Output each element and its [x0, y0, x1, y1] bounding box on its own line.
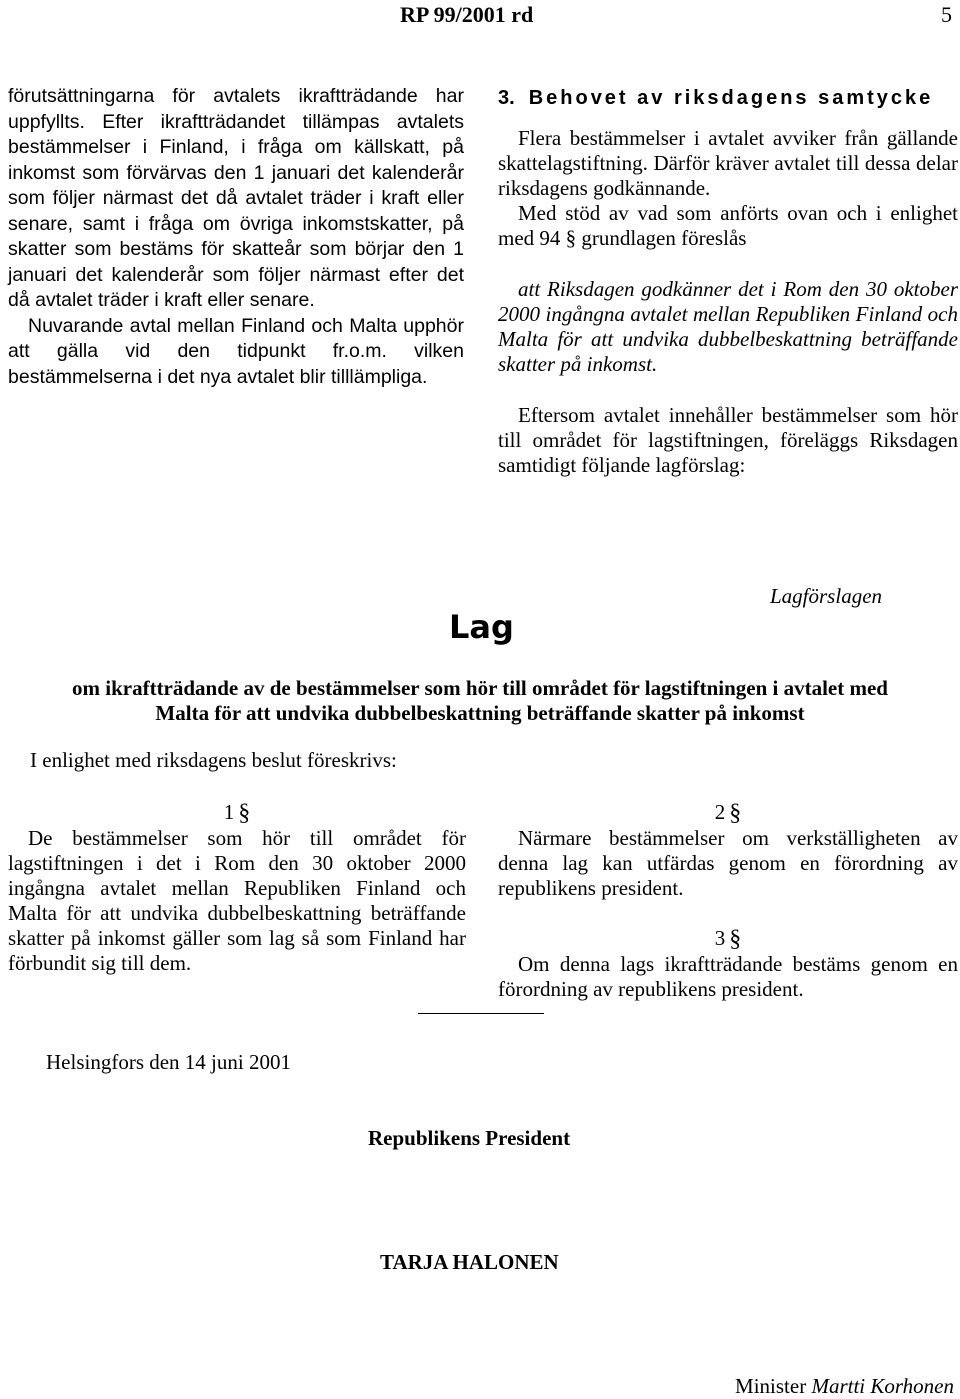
consent-paragraph-3: Eftersom avtalet innehåller bestämmelser som hör till området för lagstiftningen, föreläggs Riksdagen samtidigt följande lagförslag:: [498, 403, 958, 477]
section-symbol: §: [238, 800, 251, 826]
section-heading: [498, 86, 958, 110]
section-3-number: 3: [714, 926, 726, 950]
section-3-text: Om denna lags ikraftträdande bestäms genom en förordning av republikens president.: [498, 952, 958, 1001]
section-number: 3.: [498, 87, 515, 109]
minister-name: Martti Korhonen: [811, 1374, 954, 1398]
right-column-sections: [498, 800, 958, 1002]
section-1-text: De bestämmelser som hör till området för lagstiftningen i det i Rom den 30 oktober 2000 ingångna avtalet mellan Republiken Finland och Malta för att undvika dubbelbeskattning beträffande skatter på inkomst gäller som lag så som Finland har förbundit sig till dem.: [8, 826, 466, 975]
law-subtitle-line-1: om ikraftträdande av de bestämmelser som hör till området för lagstiftningen i avtalet med: [72, 676, 888, 700]
law-subtitle: [8, 676, 952, 726]
left-column-intro: [8, 84, 464, 390]
signatory-title: Republikens President: [368, 1126, 571, 1150]
proposal-clause: att Riksdagen godkänner det i Rom den 30 oktober 2000 ingångna avtalet mellan Republiken Finland och Malta för att undvika dubbelbeskattning beträffande skatter på inkomst.: [498, 277, 958, 376]
president-name: TARJA HALONEN: [380, 1250, 559, 1274]
section-2-text: Närmare bestämmelser om verkställigheten av denna lag kan utfärdas genom en förordning av republikens president.: [498, 826, 958, 900]
law-subtitle-line-2: Malta för att undvika dubbelbeskattning beträffande skatter på inkomst: [155, 701, 805, 725]
document-header-title: RP 99/2001 rd: [400, 2, 534, 27]
minister-signature: [735, 1374, 954, 1399]
section-1-number: 1: [223, 800, 235, 824]
enacting-clause: I enlighet med riksdagens beslut föreskrivs:: [30, 748, 397, 772]
end-rule: [418, 1013, 544, 1014]
section-2-heading: [498, 800, 958, 826]
intro-paragraph-2: Nuvarande avtal mellan Finland och Malta upphör att gälla vid den tidpunkt fr.o.m. vilken bestämmelserna i det nya avtalet blir tilllämpliga.: [8, 314, 464, 388]
right-column-consent: [498, 86, 958, 478]
law-title: Lag: [449, 608, 514, 646]
minister-label: Minister: [735, 1374, 807, 1398]
left-column-sections: [8, 800, 466, 976]
section-symbol: §: [729, 800, 742, 826]
intro-paragraph-1: förutsättningarna för avtalets ikraftträdande har uppfyllts. Efter ikraftträdandet tillämpas avtalets bestämmelser i Finland, i fråga om källskatt, på inkomst som förvärvas den 1 januari det kalenderår som följer närmast det då avtalet träder i kraft eller senare, samt i fråga om övriga inkomstskatter, på skatter som bestäms för skatteår som börjar den 1 januari det kalenderår som följer närmast efter det då avtalet träder i kraft eller senare.: [8, 85, 464, 311]
section-3-heading: [498, 926, 958, 952]
place-and-date: Helsingfors den 14 juni 2001: [46, 1050, 291, 1074]
page-number: 5: [941, 2, 952, 27]
consent-paragraph-2: Med stöd av vad som anförts ovan och i enlighet med 94 § grundlagen föreslås: [498, 201, 958, 250]
section-symbol: §: [729, 926, 742, 952]
section-heading-text: Behovet av riksdagens samtycke: [528, 87, 934, 109]
section-1-heading: [8, 800, 466, 826]
consent-paragraph-1: Flera bestämmelser i avtalet avviker från gällande skattelagstiftning. Därför kräver avtalet till dessa delar riksdagens godkännande.: [498, 126, 958, 200]
section-2-number: 2: [714, 800, 726, 824]
proposals-label: Lagförslagen: [770, 584, 883, 608]
